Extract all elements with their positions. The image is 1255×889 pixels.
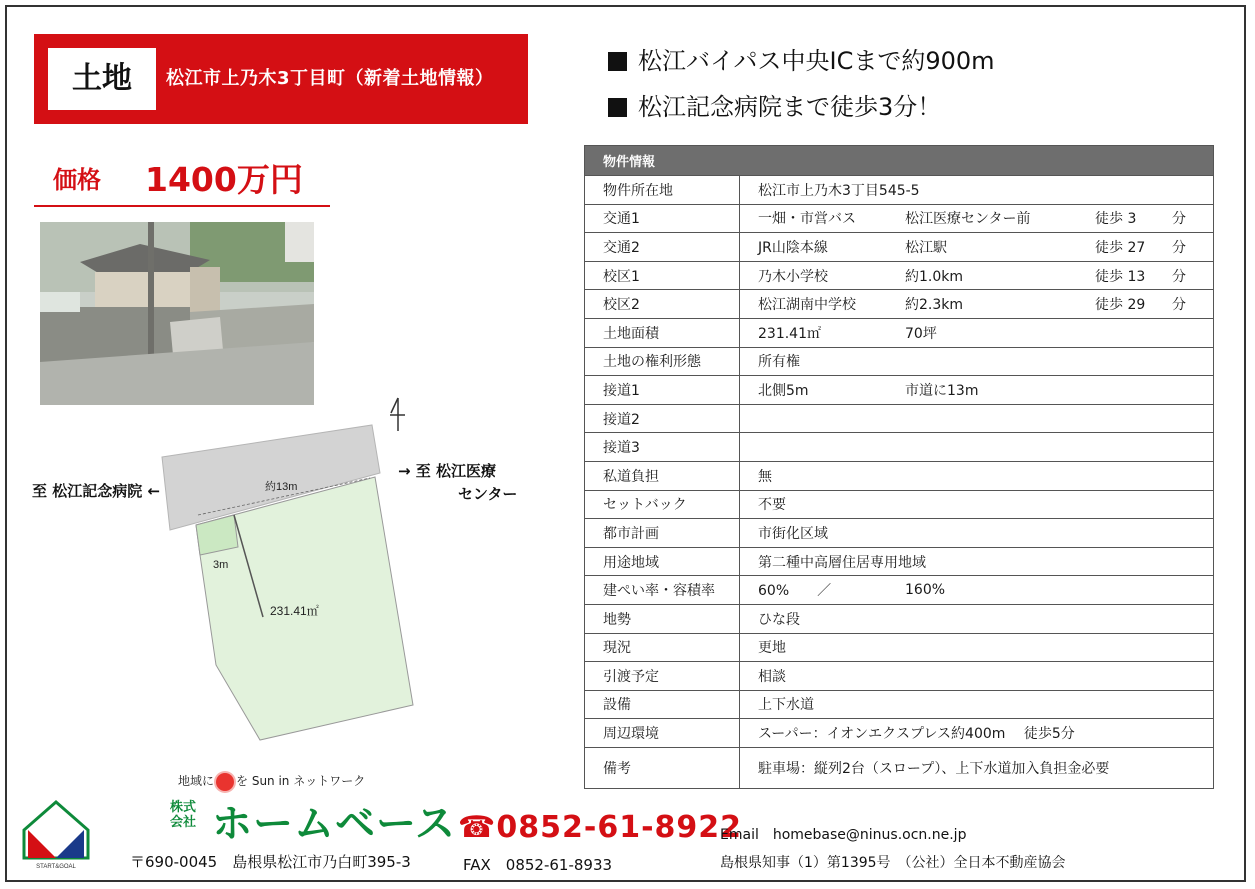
row-value-col-3: 徒歩 29 [1095, 297, 1146, 314]
property-photo [40, 222, 314, 405]
row-value-col-1: 不要 [758, 497, 786, 514]
row-value-col-1: 所有権 [758, 354, 800, 371]
highlight-item [608, 84, 995, 130]
row-key: 校区2 [585, 290, 740, 319]
table-row [585, 318, 1214, 347]
license-info: 島根県知事（1）第1395号 （公社）全日本不動産協会 [720, 855, 1066, 871]
table-row [585, 461, 1214, 490]
row-value-col-2: 70坪 [905, 325, 937, 342]
price-value: 1400万円 [145, 160, 303, 199]
row-value-col-2: 約2.3km [905, 297, 964, 314]
table-row [585, 376, 1214, 405]
direction-left-label: 至 松江記念病院 ← [32, 482, 161, 500]
row-value-col-1: 相談 [758, 668, 786, 685]
row-key: 交通2 [585, 233, 740, 262]
row-value-col-1: 上下水道 [758, 697, 814, 714]
row-value [740, 490, 1214, 519]
category-tag: 土地 [48, 48, 156, 110]
highlights [608, 38, 995, 130]
row-key: 地勢 [585, 604, 740, 633]
north-arrow-icon [390, 398, 405, 431]
row-value [740, 633, 1214, 662]
slogan-text-post: を Sun in ネットワーク [236, 774, 366, 788]
company-type-line-2: 会社 [170, 815, 197, 830]
fax-number: FAX 0852-61-8933 [463, 856, 613, 874]
highlight-text: 松江記念病院まで徒歩3分！ [638, 93, 942, 121]
table-row [585, 719, 1214, 748]
driveway-width-label: 3m [213, 559, 229, 571]
row-value-col-1: 第二種中高層住居専用地域 [758, 554, 926, 571]
row-value [740, 719, 1214, 748]
row-value-col-1: 松江湖南中学校 [758, 297, 856, 314]
row-value-col-4: 分 [1172, 268, 1186, 285]
row-value [740, 690, 1214, 719]
table-row [585, 233, 1214, 262]
sun-icon [216, 773, 234, 791]
table-row [585, 433, 1214, 462]
logo-caption: START&GOAL [36, 864, 76, 870]
row-value-col-1: 一畑・市営バス [758, 211, 856, 228]
row-value-col-2: 市道に13m [905, 382, 979, 399]
row-value [740, 547, 1214, 576]
row-key: 用途地域 [585, 547, 740, 576]
price-label: 価格 [53, 166, 101, 194]
row-value-col-1: 駐車場：縦列2台（スロープ）、上下水道加入負担金必要 [758, 760, 1110, 777]
row-key: 私道負担 [585, 461, 740, 490]
row-key: 物件所在地 [585, 176, 740, 205]
company-type-line-1: 株式 [170, 800, 197, 815]
row-key: 交通1 [585, 204, 740, 233]
row-value [740, 318, 1214, 347]
row-value-col-4: 分 [1172, 239, 1186, 256]
row-value-col-1: 市街化区域 [758, 525, 828, 542]
row-key: 建ぺい率・容積率 [585, 576, 740, 605]
table-row [585, 747, 1214, 788]
site-plan-drawing [20, 395, 560, 755]
row-key: 都市計画 [585, 519, 740, 548]
table-row [585, 604, 1214, 633]
row-value-col-1: 231.41㎡ [758, 325, 821, 342]
row-value [740, 204, 1214, 233]
row-value-col-4: 分 [1172, 211, 1186, 228]
row-value [740, 233, 1214, 262]
row-value-col-3: 徒歩 13 [1095, 268, 1146, 285]
row-value-col-2: 松江駅 [905, 239, 947, 256]
table-row [585, 204, 1214, 233]
row-value-col-1: 北側5m [758, 382, 809, 399]
row-value-col-1: 乃木小学校 [758, 268, 828, 285]
slogan [178, 772, 365, 791]
row-value-col-1: 無 [758, 468, 772, 485]
row-key: 土地の権利形態 [585, 347, 740, 376]
table-row [585, 633, 1214, 662]
phone-number[interactable]: ☎0852-61-8922 [458, 810, 743, 845]
row-value-col-2: 松江医療センター前 [905, 211, 1031, 228]
row-value [740, 662, 1214, 691]
highlight-text: 松江バイパス中央ICまで約900m [638, 47, 995, 75]
direction-right-label-2: センター [458, 485, 518, 503]
bullet-square-icon [608, 98, 627, 117]
row-value-col-1: JR山陰本線 [758, 239, 828, 256]
row-value-col-1: 松江市上乃木3丁目545-5 [758, 182, 920, 199]
row-key: 引渡予定 [585, 662, 740, 691]
table-row [585, 690, 1214, 719]
table-row [585, 490, 1214, 519]
table-row [585, 404, 1214, 433]
row-value-col-1: 60% ／ [758, 583, 832, 600]
slogan-text-pre: 地域に [178, 774, 215, 788]
lot-area-label: 231.41㎡ [270, 604, 319, 618]
row-key: 接道1 [585, 376, 740, 405]
row-value [740, 604, 1214, 633]
row-value-col-3: 徒歩 27 [1095, 239, 1146, 256]
site-plan [20, 395, 560, 755]
row-value-col-1: スーパー：イオンエクスプレス約400m 徒歩5分 [758, 726, 1075, 743]
table-row [585, 290, 1214, 319]
property-info-table [584, 145, 1214, 789]
row-key: 周辺環境 [585, 719, 740, 748]
bullet-square-icon [608, 52, 627, 71]
direction-right-label: → 至 松江医療 [398, 462, 497, 480]
table-header: 物件情報 [585, 146, 1214, 176]
row-key: セットバック [585, 490, 740, 519]
row-key: 設備 [585, 690, 740, 719]
row-value-col-4: 分 [1172, 297, 1186, 314]
table-row [585, 576, 1214, 605]
row-value-col-1: ひな段 [758, 611, 800, 628]
company-address: 〒690-0045 島根県松江市乃白町395-3 [130, 853, 411, 871]
row-value-col-2: 160% [905, 582, 946, 599]
row-value-col-1: 更地 [758, 640, 786, 657]
row-value [740, 747, 1214, 788]
row-key: 土地面積 [585, 318, 740, 347]
row-value [740, 376, 1214, 405]
row-key: 接道3 [585, 433, 740, 462]
listing-title: 松江市上乃木3丁目町（新着土地情報） [166, 68, 494, 89]
table-row [585, 176, 1214, 205]
row-value [740, 290, 1214, 319]
row-value [740, 519, 1214, 548]
row-value [740, 261, 1214, 290]
row-value [740, 347, 1214, 376]
table-row [585, 261, 1214, 290]
table-row [585, 519, 1214, 548]
table-header-row [585, 146, 1214, 176]
table-row [585, 662, 1214, 691]
row-value [740, 176, 1214, 205]
table-row [585, 547, 1214, 576]
row-value [740, 433, 1214, 462]
header-banner [34, 34, 528, 124]
company-type [170, 800, 196, 830]
row-value-col-3: 徒歩 3 [1095, 211, 1137, 228]
row-value [740, 576, 1214, 605]
row-key: 備考 [585, 747, 740, 788]
road-width-label: 約13m [265, 481, 298, 493]
row-value [740, 461, 1214, 490]
email-address[interactable]: Email homebase@ninus.ocn.ne.jp [720, 827, 967, 843]
row-value [740, 404, 1214, 433]
highlight-item [608, 38, 995, 84]
row-key: 現況 [585, 633, 740, 662]
row-key: 接道2 [585, 404, 740, 433]
company-logo [22, 800, 90, 870]
price-divider [34, 205, 330, 207]
table-row [585, 347, 1214, 376]
company-name: ホームベース [212, 801, 456, 847]
row-key: 校区1 [585, 261, 740, 290]
row-value-col-2: 約1.0km [905, 268, 964, 285]
